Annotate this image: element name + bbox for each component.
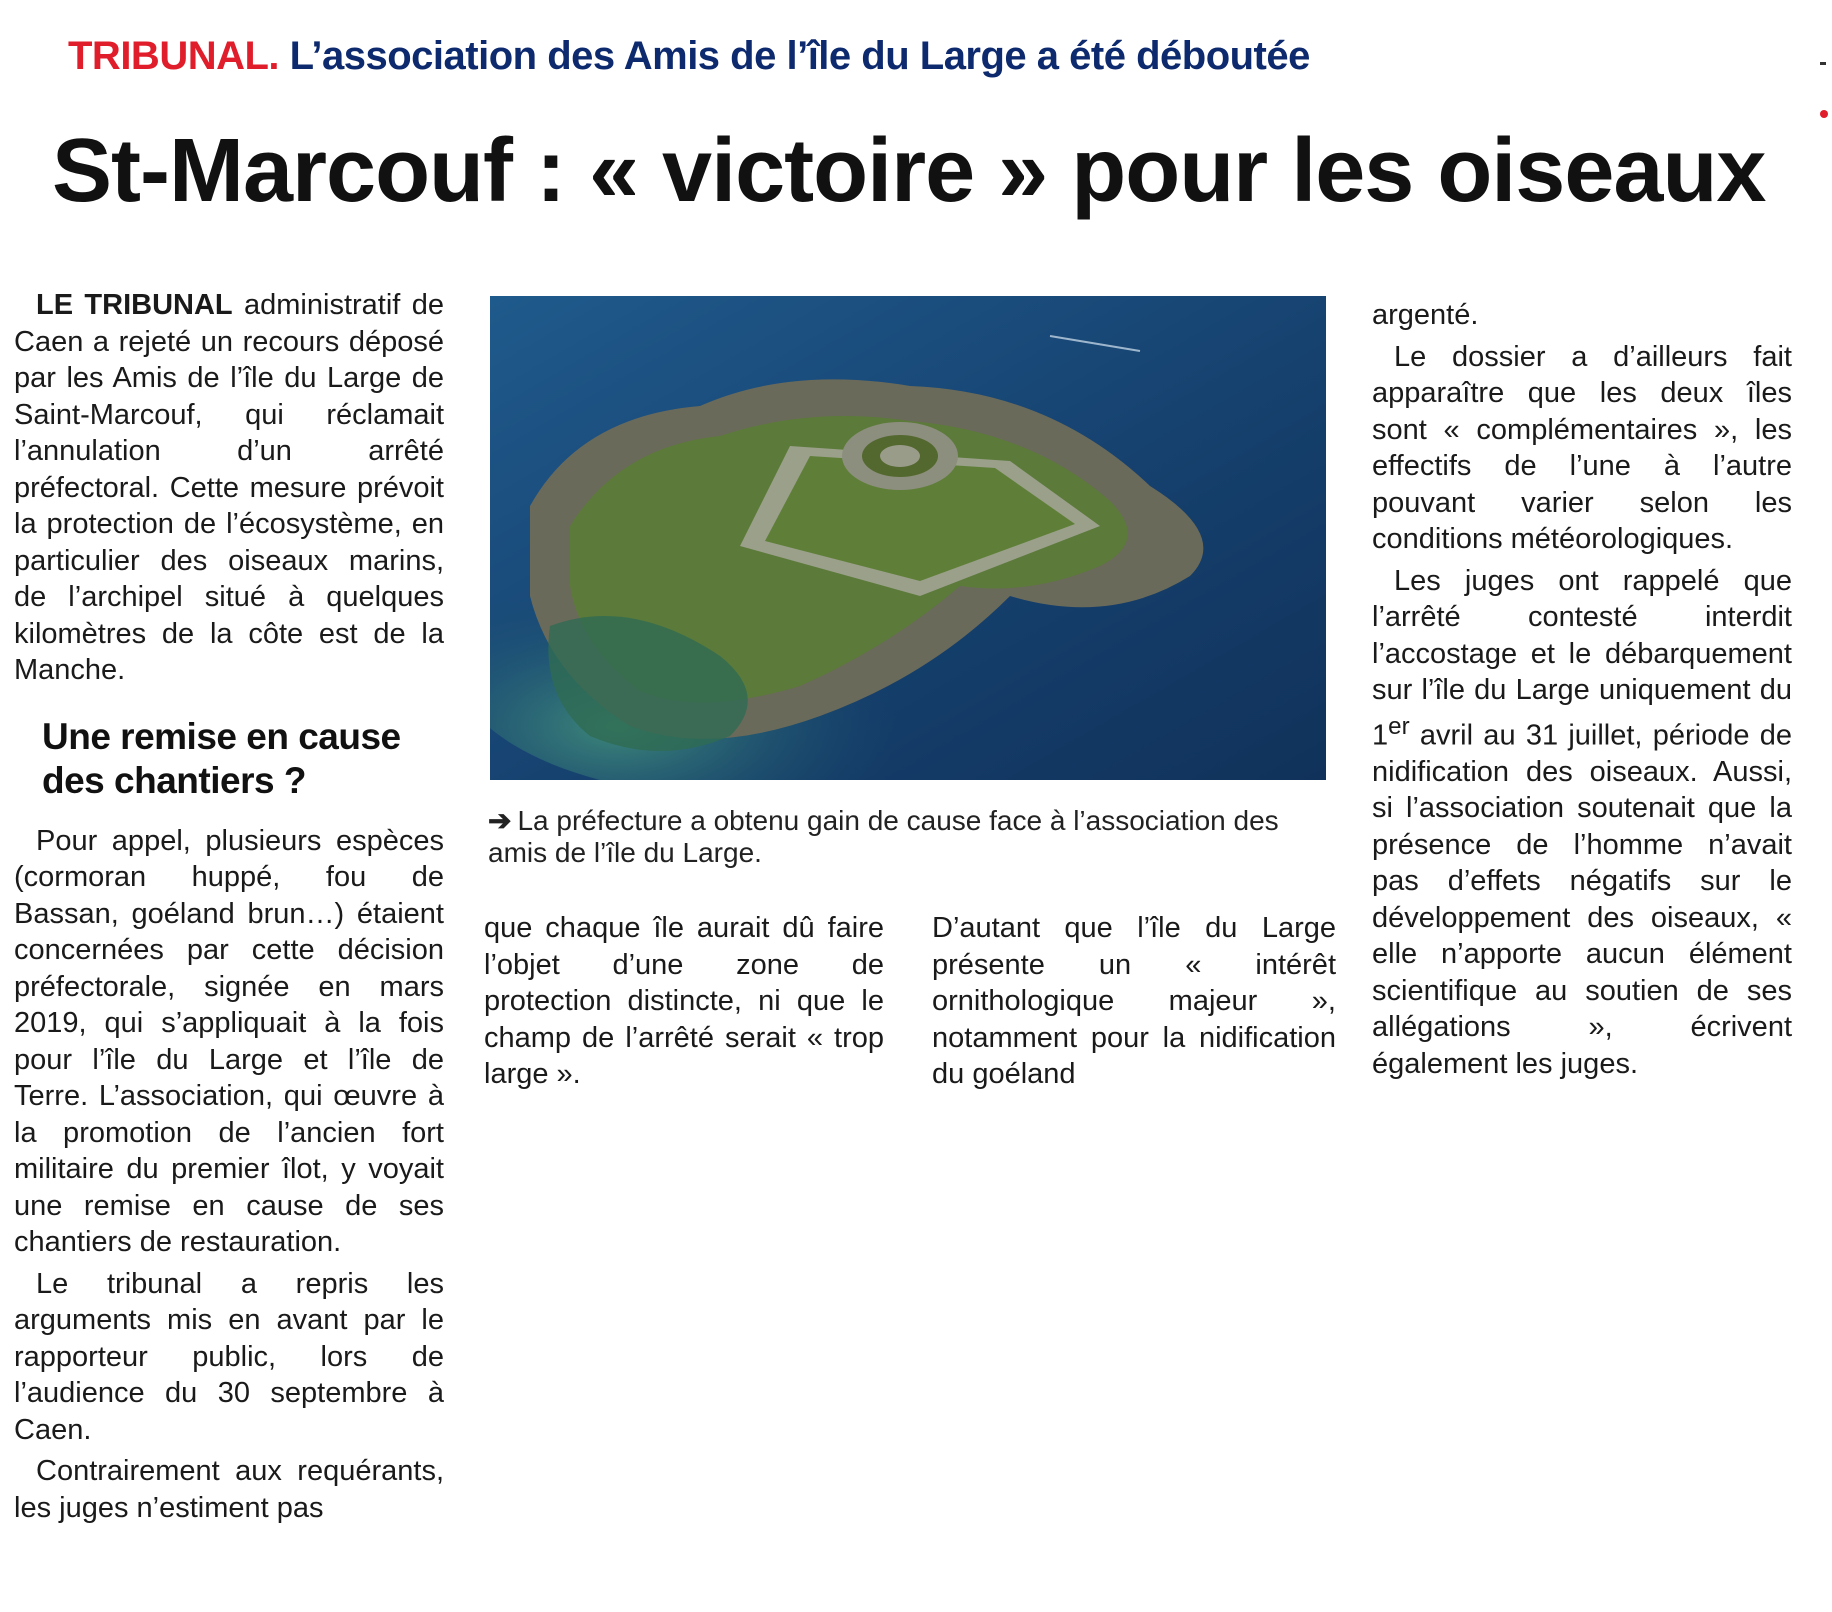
headline: St-Marcouf : « victoire » pour les oiseaux: [52, 121, 1766, 221]
kicker-subtitle: L’association des Amis de l’île du Large a été déboutée: [289, 34, 1310, 78]
paragraph: que chaque île aurait dû faire l’objet d’une zone de protection distincte, ni que le champ de l’arrêté serait « trop large ».: [484, 912, 884, 1090]
caption-text: La préfecture a obtenu gain de cause face à l’association des amis de l’île du Large.: [488, 805, 1279, 868]
paragraph: Le dossier a d’ailleurs fait apparaître que les deux îles sont « complémentaires », les effectifs de l’une à l’autre pouvant varier selon les conditions météorologiques.: [1372, 340, 1792, 555]
aerial-island-fort-photo: [490, 296, 1326, 780]
lead-paragraph: [14, 287, 444, 689]
lead-label: LE TRIBUNAL: [36, 289, 233, 321]
superscript: er: [1388, 712, 1410, 740]
photo-drawing: [490, 296, 1326, 780]
article-column-1: [14, 287, 444, 1526]
page-edge-mark: [1820, 62, 1826, 65]
article-column-3: [932, 910, 1336, 1093]
article-column-2: [484, 910, 884, 1093]
paragraph: Le tribunal a repris les arguments mis en avant par le rapporteur public, lors de l’audience du 30 septembre à Caen.: [14, 1267, 444, 1446]
lead-text: administratif de Caen a rejeté un recours déposé par les Amis de l’île du Large de Saint-Marcouf, qui réclamait l’annulation d’un arrêté préfectoral. Cette mesure prévoit la protection de l’écosystème, en particulier des oiseaux marins, de l’archipel situé à quelques kilomètres de la côte est de la Manche.: [14, 289, 444, 686]
subheading: Une remise en cause des chantiers ?: [42, 715, 401, 801]
photo-caption: [488, 805, 1326, 869]
text-run: avril au 31 juillet, période de nidification des oiseaux. Aussi, si l’association soutenait que la présence de l’homme n’avait pas d’effets négatifs sur le développement des oiseaux, « elle n’apporte aucun élément scientifique au soutien de ses allégations », écrivent également les juges.: [1372, 719, 1792, 1080]
kicker-tag: TRIBUNAL.: [68, 34, 280, 78]
kicker: [68, 34, 1310, 79]
text-run: Les juges ont rappelé que l’arrêté contesté interdit l’accostage et le débarquement sur l’île du Large uniquement du 1: [1372, 564, 1792, 752]
page-edge-dot: [1820, 110, 1828, 118]
arrow-right-icon: ➔: [488, 805, 512, 836]
paragraph: Pour appel, plusieurs espèces (cormoran huppé, fou de Bassan, goéland brun…) étaient concernées par cette décision préfectorale, signée en mars 2019, qui s’appliquait à la fois pour l’île du Large et l’île de Terre. L’association, qui œuvre à la promotion de l’ancien fort militaire du premier îlot, y voyait une remise en cause de ses chantiers de restauration.: [14, 824, 444, 1258]
paragraph: [1372, 563, 1792, 1083]
paragraph: D’autant que l’île du Large présente un « intérêt ornithologique majeur », notamment pour la nidification du goéland: [932, 912, 1336, 1090]
paragraph: argenté.: [1372, 299, 1479, 331]
paragraph: Contrairement aux requérants, les juges n’estiment pas: [14, 1455, 444, 1524]
article-column-4: [1372, 297, 1792, 1082]
